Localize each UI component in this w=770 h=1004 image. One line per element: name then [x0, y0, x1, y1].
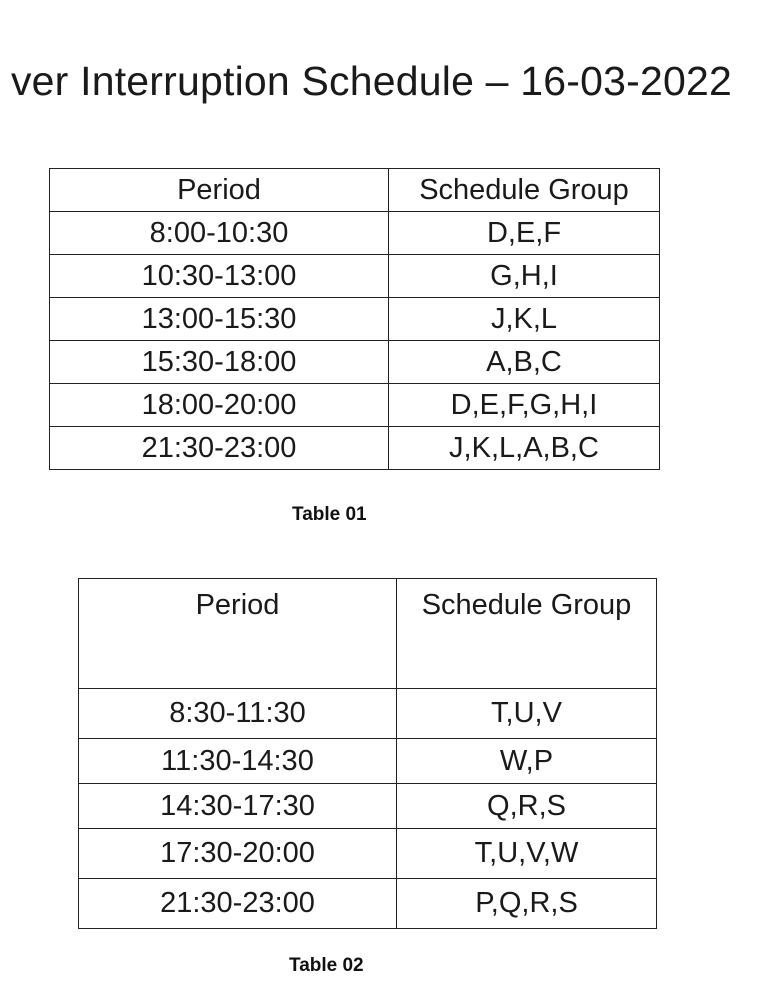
table-01-caption: Table 01	[292, 504, 367, 525]
period-cell: 11:30-14:30	[79, 739, 397, 784]
period-cell: 21:30-23:00	[79, 879, 397, 929]
schedule-group-header: Schedule Group	[389, 169, 660, 212]
table-row	[79, 879, 657, 929]
period-cell: 13:00-15:30	[50, 298, 389, 341]
document-title: ver Interruption Schedule – 16-03-2022	[10, 58, 732, 104]
table-row	[50, 212, 660, 255]
period-cell: 8:30-11:30	[79, 689, 397, 739]
table-row	[79, 739, 657, 784]
table-header-row	[50, 169, 660, 212]
period-cell: 18:00-20:00	[50, 384, 389, 427]
period-cell: 8:00-10:30	[50, 212, 389, 255]
schedule-table-01	[49, 168, 660, 470]
group-cell: A,B,C	[389, 341, 660, 384]
group-cell: D,E,F	[389, 212, 660, 255]
table-row	[50, 298, 660, 341]
table-row	[50, 255, 660, 298]
table-02-caption: Table 02	[289, 955, 364, 976]
table-row	[79, 689, 657, 739]
group-cell: W,P	[397, 739, 657, 784]
group-cell: J,K,L,A,B,C	[389, 427, 660, 470]
group-cell: J,K,L	[389, 298, 660, 341]
period-cell: 15:30-18:00	[50, 341, 389, 384]
schedule-table-02	[78, 578, 657, 929]
table-row	[79, 829, 657, 879]
group-cell: Q,R,S	[397, 784, 657, 829]
group-cell: T,U,V,W	[397, 829, 657, 879]
table-header-row	[79, 579, 657, 689]
period-header: Period	[79, 579, 397, 689]
table-row	[50, 427, 660, 470]
group-cell: G,H,I	[389, 255, 660, 298]
table-row	[50, 341, 660, 384]
period-cell: 21:30-23:00	[50, 427, 389, 470]
group-cell: P,Q,R,S	[397, 879, 657, 929]
schedule-group-header: Schedule Group	[397, 579, 657, 689]
period-cell: 14:30-17:30	[79, 784, 397, 829]
table-row	[79, 784, 657, 829]
group-cell: T,U,V	[397, 689, 657, 739]
period-cell: 10:30-13:00	[50, 255, 389, 298]
table-row	[50, 384, 660, 427]
period-cell: 17:30-20:00	[79, 829, 397, 879]
group-cell: D,E,F,G,H,I	[389, 384, 660, 427]
period-header: Period	[50, 169, 389, 212]
